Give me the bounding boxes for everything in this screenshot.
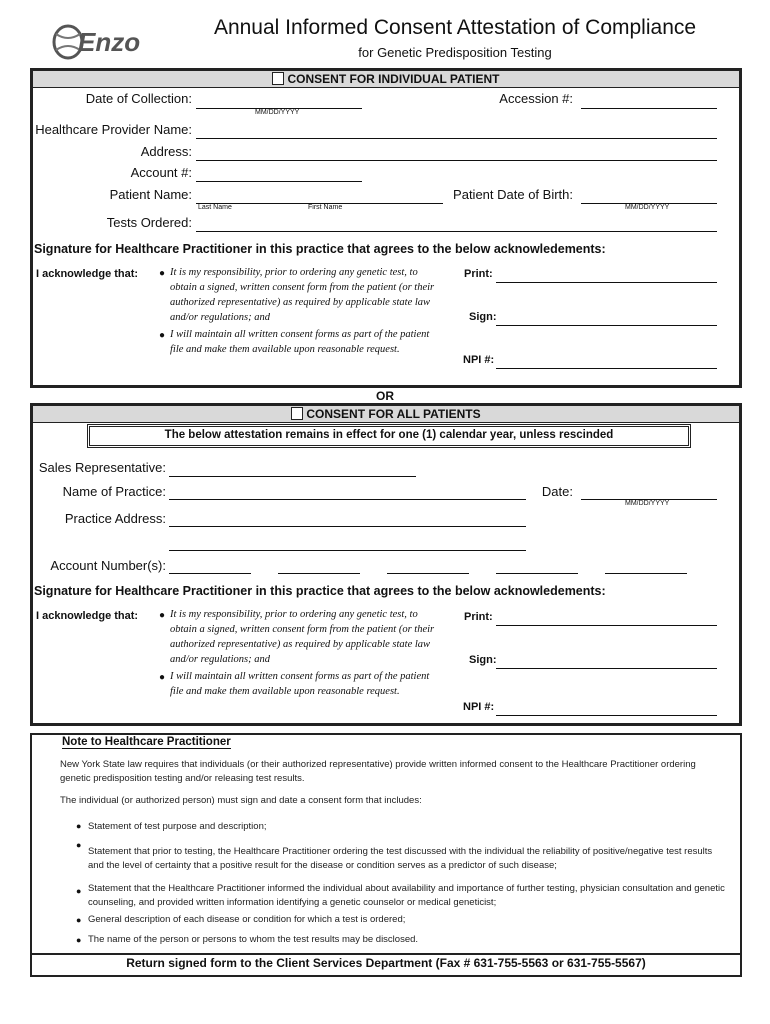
tests-ordered-field[interactable] (196, 231, 717, 232)
or-separator: OR (376, 389, 394, 403)
ack-bullet-1: It is my responsibility, prior to ordering any genetic test, to obtain a signed, written consent form from the patient (or their authorized representative) as required by applicable state law and/or regulations; and (170, 609, 435, 665)
sign-label: Sign: (469, 311, 497, 323)
bullet-icon: ● (159, 672, 166, 683)
bullet-icon: ● (76, 915, 82, 925)
acknowledge-label: I acknowledge that: (36, 610, 139, 622)
return-instructions: Return signed form to the Client Services Department (Fax # 631-755-5563 or 631-755-5567) (126, 956, 646, 970)
note-bullet-3: Statement that the Healthcare Practitioner informed the individual about availability and importance of further testing, physician consultation and genetic counseling, and provided written information identifying a genetic counselor or medical geneticist; (88, 883, 725, 908)
provider-name-label: Healthcare Provider Name: (35, 122, 192, 137)
print-field[interactable] (496, 625, 717, 626)
account-label: Account #: (130, 165, 192, 180)
npi-field[interactable] (496, 368, 717, 369)
bullet-icon: ● (159, 330, 166, 341)
practice-address-field[interactable] (169, 526, 526, 527)
bullet-icon: ● (159, 268, 166, 279)
sign-field[interactable] (496, 668, 717, 669)
bullet-icon: ● (76, 935, 82, 945)
date-format-hint: MM/DD/YYYY (255, 109, 300, 116)
ack-bullet-1: It is my responsibility, prior to ordering any genetic test, to obtain a signed, written consent form from the patient (or their authorized representative) as required by applicable state law and/or regulations; and (170, 267, 435, 323)
note-bullet-2: Statement that prior to testing, the Healthcare Practitioner ordering the test discussed with the individual the reliability of positive/negative test results and the level of certainty that a positive result for the disease or condition serves as a predictor of such disease; (88, 846, 713, 871)
acknowledge-label: I acknowledge that: (36, 268, 139, 280)
account-number-field-5[interactable] (605, 573, 687, 574)
npi-field[interactable] (496, 715, 717, 716)
practice-address-field-2[interactable] (169, 550, 526, 551)
dob-label: Patient Date of Birth: (453, 187, 573, 202)
note-bullet-5: The name of the person or persons to whom the test results may be disclosed. (88, 934, 419, 945)
practice-name-field[interactable] (169, 499, 526, 500)
note-title: Note to Healthcare Practitioner (62, 736, 231, 748)
practice-name-label: Name of Practice: (62, 484, 166, 499)
sales-rep-field[interactable] (169, 476, 416, 477)
all-patients-consent-section (30, 403, 742, 726)
individual-consent-header (33, 71, 739, 88)
last-name-hint: Last Name (198, 204, 232, 211)
note-paragraph-1: New York State law requires that individuals (or their authorized representative) provide written informed consent to the Healthcare Practitioner ordering genetic predisposition testing and/or releasing test results. (60, 759, 696, 784)
note-section (30, 733, 742, 955)
address-field[interactable] (196, 160, 717, 161)
enzo-logo-mark (50, 22, 160, 62)
all-patients-checkbox[interactable] (291, 407, 303, 420)
sales-rep-label: Sales Representative: (38, 460, 166, 475)
page-title: Annual Informed Consent Attestation of Compliance (213, 16, 697, 39)
sign-label: Sign: (469, 654, 497, 666)
account-number-field-2[interactable] (278, 573, 360, 574)
note-bullet-1: Statement of test purpose and description; (88, 821, 267, 832)
print-label: Print: (464, 268, 493, 280)
date-label: Date: (541, 484, 573, 499)
ack-bullet-2: I will maintain all written consent forms as part of the patient file and make them available upon reasonable request. (170, 671, 430, 697)
accession-label: Accession #: (499, 91, 573, 106)
tests-ordered-label: Tests Ordered: (106, 215, 192, 230)
page-subtitle: for Genetic Predisposition Testing (358, 45, 552, 60)
dob-format-hint: MM/DD/YYYY (625, 204, 670, 211)
signature-heading: Signature for Healthcare Practitioner in this practice that agrees to the below acknowledements: (34, 584, 606, 598)
enzo-logo (50, 22, 160, 62)
all-patients-header (33, 406, 739, 423)
npi-label: NPI #: (463, 354, 495, 366)
print-field[interactable] (496, 282, 717, 283)
sign-field[interactable] (496, 325, 717, 326)
individual-consent-section (30, 68, 742, 388)
patient-name-label: Patient Name: (109, 187, 192, 202)
account-number-field-3[interactable] (387, 573, 469, 574)
bullet-icon: ● (76, 821, 82, 831)
first-name-hint: First Name (308, 204, 343, 211)
all-patients-title: CONSENT FOR ALL PATIENTS (306, 407, 481, 421)
date-format-hint: MM/DD/YYYY (625, 500, 670, 507)
logo-text: Enzo (78, 27, 141, 57)
bullet-icon: ● (76, 840, 82, 850)
footer-section (30, 955, 742, 977)
accession-field[interactable] (581, 108, 717, 109)
practice-address-label: Practice Address: (64, 511, 166, 526)
npi-label: NPI #: (463, 701, 495, 713)
print-label: Print: (464, 611, 493, 623)
account-number-field-1[interactable] (169, 573, 251, 574)
ack-bullet-2: I will maintain all written consent forms as part of the patient file and make them available upon reasonable request. (170, 329, 430, 355)
note-bullet-4: General description of each disease or condition for which a test is ordered; (88, 914, 406, 925)
account-number-field-4[interactable] (496, 573, 578, 574)
note-paragraph-2: The individual (or authorized person) must sign and date a consent form that includes: (60, 795, 422, 806)
bullet-icon: ● (159, 610, 166, 621)
individual-consent-checkbox[interactable] (272, 72, 284, 85)
date-of-collection-label: Date of Collection: (85, 91, 192, 106)
signature-heading: Signature for Healthcare Practitioner in this practice that agrees to the below acknowledements: (34, 242, 606, 256)
address-label: Address: (140, 144, 192, 159)
account-field[interactable] (196, 181, 362, 182)
provider-name-field[interactable] (196, 138, 717, 139)
attestation-notice: The below attestation remains in effect for one (1) calendar year, unless rescinded (87, 424, 691, 448)
account-numbers-label: Account Number(s): (50, 558, 166, 573)
individual-consent-title: CONSENT FOR INDIVIDUAL PATIENT (287, 72, 500, 86)
bullet-icon: ● (76, 886, 82, 896)
